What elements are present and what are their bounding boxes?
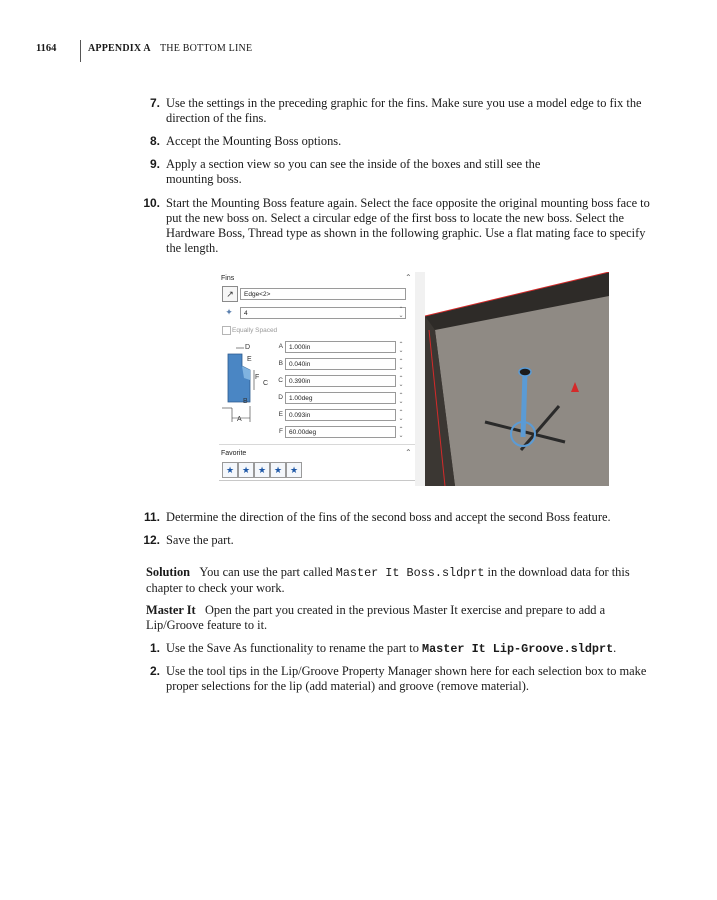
param-c-field[interactable]: 0.390in [285, 375, 396, 387]
master-it-text: Open the part you created in the previous Master It exercise and prepare to add a Lip/Groove feature to it. [146, 603, 606, 632]
diagram-label-a: A [237, 416, 242, 423]
solution-paragraph [146, 565, 656, 596]
apply-favorite-icon[interactable]: ★ [238, 462, 254, 478]
step-text: Use the settings in the preceding graphic for the fins. Make sure you use a model edge to fix the direction of the fins. [166, 96, 642, 125]
param-f-field[interactable]: 60.00deg [285, 426, 396, 438]
step-12 [143, 533, 656, 548]
step-number: 2. [149, 664, 160, 678]
page-number: 1164 [36, 43, 57, 54]
param-a-field[interactable]: 1.000in [285, 341, 396, 353]
fin-count-spinner-icon[interactable]: ⌃ ⌄ [398, 307, 404, 319]
add-favorite-icon[interactable]: ★ [222, 462, 238, 478]
fin-count-field[interactable]: 4 [240, 307, 406, 319]
fin-profile-diagram [222, 340, 280, 430]
section-divider [219, 444, 415, 445]
solution-text-before: You can use the part called [199, 565, 336, 579]
save-favorite-icon[interactable]: ★ [254, 462, 270, 478]
mounting-boss-figure [219, 272, 609, 486]
step-number: 12. [143, 533, 160, 547]
appendix-title: THE BOTTOM LINE [160, 43, 253, 54]
solution-label: Solution [146, 565, 191, 579]
step-text-after: . [613, 641, 617, 655]
solution-text-after: in the download data for this chapter to check your work. [146, 565, 630, 595]
equally-spaced-checkbox[interactable] [222, 326, 231, 335]
param-label-d: D [278, 394, 283, 401]
step-number: 1. [149, 641, 160, 655]
property-manager-panel [219, 272, 426, 486]
collapse-caret-icon[interactable]: ⌃ [405, 273, 412, 282]
panel-scrollbar[interactable] [415, 272, 425, 486]
favorite-list-edge [219, 480, 415, 486]
step-filename: Master It Lip-Groove.sldprt [422, 642, 614, 656]
step-number: 11. [143, 510, 160, 524]
param-label-e: E [278, 411, 283, 418]
step-11 [143, 510, 656, 525]
step-text: Use the tool tips in the Lip/Groove Property Manager shown here for each selection box to make proper selections for the lip (add material) and groove (remove material). [166, 664, 647, 693]
fins-section-title: Fins [221, 275, 235, 282]
step-2 [149, 664, 656, 694]
step-text: Save the part. [166, 533, 234, 547]
param-label-c: C [278, 377, 283, 384]
header-divider [80, 40, 81, 62]
diagram-label-b: B [243, 398, 248, 405]
param-f-spinner-icon[interactable]: ⌃ ⌄ [398, 427, 404, 439]
diagram-label-d: D [245, 344, 251, 351]
model-viewport[interactable] [425, 272, 609, 486]
collapse-caret-icon[interactable]: ⌃ [405, 448, 412, 457]
load-favorite-icon[interactable]: ★ [270, 462, 286, 478]
step-8 [149, 134, 656, 149]
step-9 [149, 157, 586, 187]
param-c-spinner-icon[interactable]: ⌃ ⌄ [398, 376, 404, 388]
step-text: Determine the direction of the fins of the second boss and accept the second Boss feature. [166, 510, 611, 524]
running-header [0, 40, 717, 64]
param-d-field[interactable]: 1.00deg [285, 392, 396, 404]
step-text: Apply a section view so you can see the inside of the boxes and still see the mounting boss. [166, 157, 541, 186]
favorite-section-title: Favorite [221, 450, 247, 457]
master-it-paragraph [146, 603, 656, 633]
master-it-label: Master It [146, 603, 196, 617]
direction-arrow-icon[interactable]: ↗ [222, 286, 238, 302]
param-e-spinner-icon[interactable]: ⌃ ⌄ [398, 410, 404, 422]
step-7 [149, 96, 656, 126]
step-text-before: Use the Save As functionality to rename the part to [166, 641, 423, 655]
step-number: 8. [149, 134, 160, 148]
param-b-field[interactable]: 0.040in [285, 358, 396, 370]
step-10 [143, 196, 656, 256]
appendix-label: APPENDIX A [88, 43, 151, 54]
step-1 [149, 641, 656, 657]
equally-spaced-label: Equally Spaced [232, 327, 278, 334]
fin-edge-field[interactable]: Edge<2> [240, 288, 406, 300]
diagram-label-f: F [255, 374, 260, 381]
param-d-spinner-icon[interactable]: ⌃ ⌄ [398, 393, 404, 405]
fin-count-icon: ✦ [225, 307, 233, 317]
param-label-b: B [278, 360, 283, 367]
param-label-f: F [279, 428, 283, 435]
param-e-field[interactable]: 0.093in [285, 409, 396, 421]
solution-filename: Master It Boss.sldprt [335, 566, 485, 580]
step-number: 7. [149, 96, 160, 110]
param-label-a: A [278, 343, 283, 350]
delete-favorite-icon[interactable]: ★ [286, 462, 302, 478]
param-b-spinner-icon[interactable]: ⌃ ⌄ [398, 359, 404, 371]
step-number: 10. [143, 196, 160, 210]
step-number: 9. [149, 157, 160, 171]
step-text: Accept the Mounting Boss options. [166, 134, 342, 148]
step-text: Start the Mounting Boss feature again. Select the face opposite the original mounting boss face to put the new boss on. Select a circular edge of the first boss to locate the new boss. Select the Hardware Boss, Thread type as shown in the following graphic. Use a flat mating face to specify the length. [166, 196, 650, 255]
diagram-label-e: E [247, 356, 252, 363]
param-a-spinner-icon[interactable]: ⌃ ⌄ [398, 342, 404, 354]
diagram-label-c: C [263, 380, 269, 387]
